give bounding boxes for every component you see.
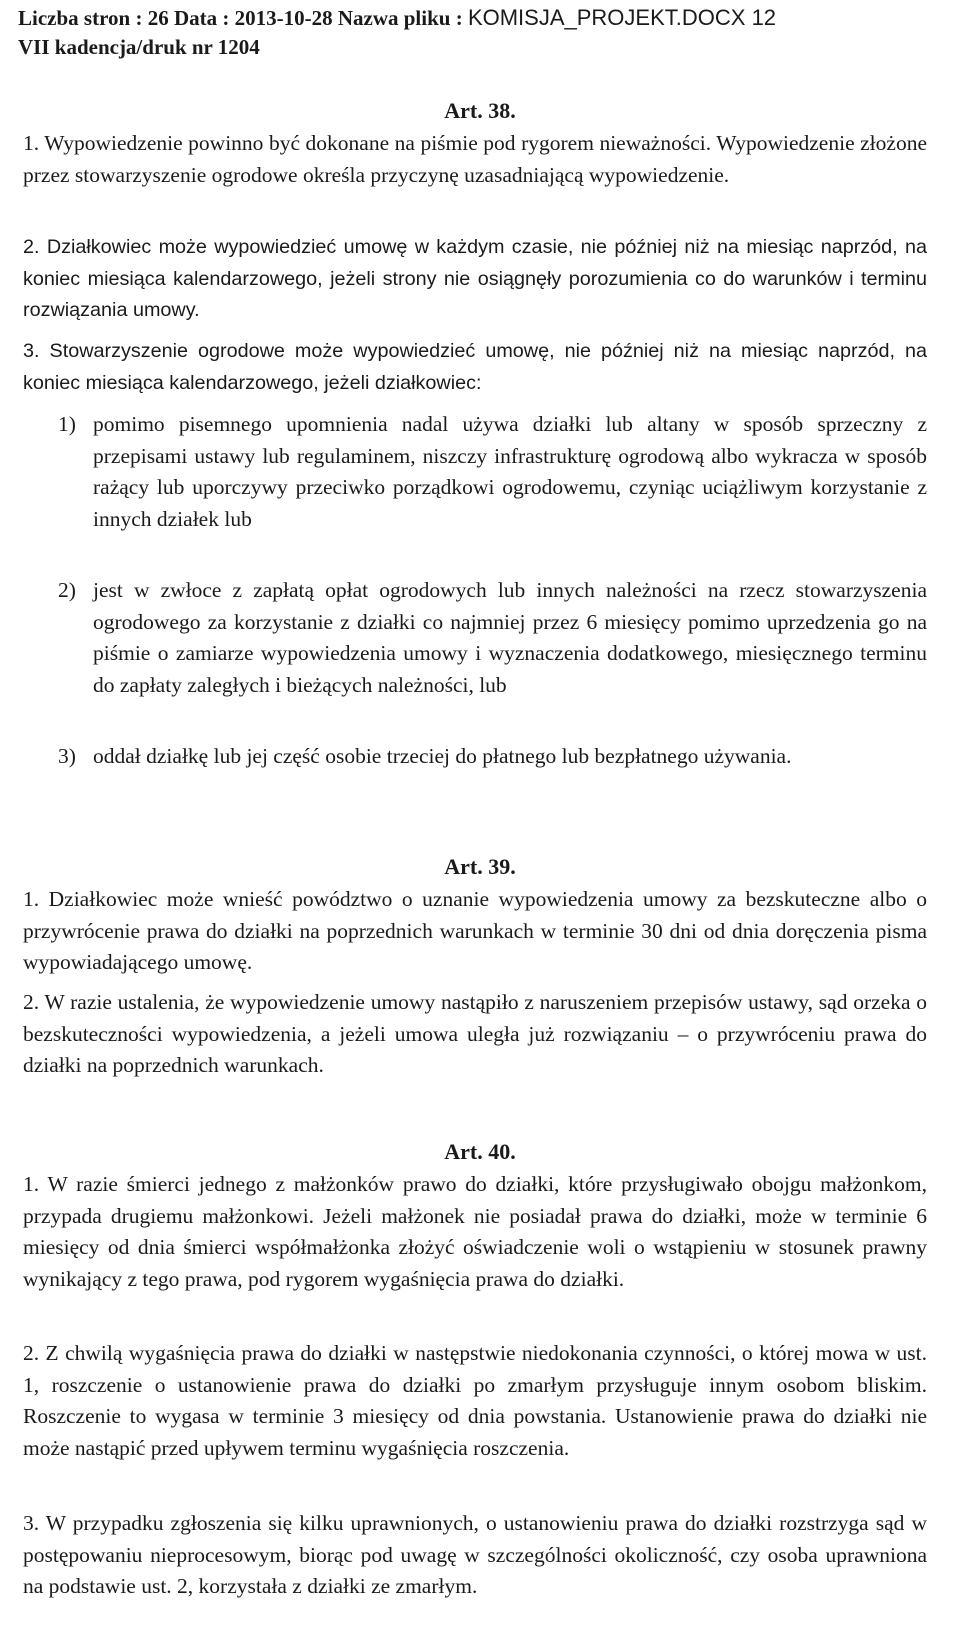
list-item-number: 3) bbox=[58, 744, 76, 768]
header-prefix: Liczba stron : 26 Data : 2013-10-28 Nazwa pliku : bbox=[18, 6, 468, 30]
header-line-1 bbox=[18, 4, 948, 32]
art38-list-item-3 bbox=[58, 741, 927, 773]
art38-paragraph-2: 2. Działkowiec może wypowiedzieć umowę w każdym czasie, nie później niż na miesiąc naprzód, na koniec miesiąca kalendarzowego, jeżeli strony nie osiągnęły porozumienia co do warunków i terminu rozwiązania umowy. bbox=[23, 236, 927, 322]
list-item-text: jest w zwłoce z zapłatą opłat ogrodowych lub innych należności na rzecz stowarzyszenia ogrodowego za korzystanie z działki co najmniej przez 6 miesięcy pomimo uprzedzenia go na piśmie o zamiarze wypowiedzenia umowy i wyznaczenia dodatkowego, miesięcznego terminu do zapłaty zaległych i bieżących należności, lub bbox=[93, 578, 927, 698]
art39-paragraph-1: 1. Działkowiec może wnieść powództwo o uznanie wypowiedzenia umowy za bezskuteczne albo o przywrócenie prawa do działki na poprzednich warunkach w terminie 30 dni od dnia doręczenia pisma wypowiadającego umowę. bbox=[23, 887, 927, 975]
art38-paragraph-3: 3. Stowarzyszenie ogrodowe może wypowiedzieć umowę, nie później niż na miesiąc naprzód, na koniec miesiąca kalendarzowego, jeżeli działkowiec: bbox=[23, 340, 927, 394]
list-item-text: pomimo pisemnego upomnienia nadal używa działki lub altany w sposób sprzeczny z przepisami ustawy lub regulaminem, niszczy infrastrukturę ogrodową albo wykracza w sposób rażący lub uporczywy przeciwko porządkowi ogrodowemu, czyniąc uciążliwym korzystanie z innych działek lub bbox=[93, 412, 927, 532]
art38-paragraph-1: 1. Wypowiedzenie powinno być dokonane na piśmie pod rygorem nieważności. Wypowiedzenie złożone przez stowarzyszenie ogrodowe określa przyczynę uzasadniającą wypowiedzenie. bbox=[23, 131, 927, 187]
header-line-2: VII kadencja/druk nr 1204 bbox=[18, 35, 260, 59]
article-40-heading: Art. 40. bbox=[444, 1139, 516, 1164]
list-item-number: 1) bbox=[58, 412, 76, 436]
art39-paragraph-2: 2. W razie ustalenia, że wypowiedzenie umowy nastąpiło z naruszeniem przepisów ustawy, sąd orzeka o bezskuteczności wypowiedzenia, a jeżeli umowa uległa już rozwiązaniu – o przywróceniu prawa do działki na poprzednich warunkach. bbox=[23, 990, 927, 1078]
header-suffix: 12 bbox=[745, 5, 777, 30]
article-39-heading: Art. 39. bbox=[444, 854, 516, 879]
list-item-text: oddał działkę lub jej część osobie trzeciej do płatnego lub bezpłatnego używania. bbox=[93, 744, 792, 768]
list-item-number: 2) bbox=[58, 578, 76, 602]
article-38-heading: Art. 38. bbox=[444, 98, 516, 123]
art38-list-item-1 bbox=[58, 409, 927, 536]
art40-paragraph-2: 2. Z chwilą wygaśnięcia prawa do działki w następstwie niedokonania czynności, o której mowa w ust. 1, roszczenie o ustanowienie prawa do działki po zmarłym przysługuje innym osobom bliskim. Roszczenie to wygasa w terminie 3 miesięcy od dnia powstania. Ustanowienie prawa do działki nie może nastąpić przed upływem terminu wygaśnięcia roszczenia. bbox=[23, 1341, 927, 1461]
header-filename: KOMISJA_PROJEKT.DOCX bbox=[467, 5, 746, 30]
print-header bbox=[18, 4, 948, 61]
art40-paragraph-3: 3. W przypadku zgłoszenia się kilku uprawnionych, o ustanowieniu prawa do działki rozstrzyga sąd w postępowaniu nieprocesowym, biorąc pod uwagę w szczególności okoliczność, czy osoba uprawniona na podstawie ust. 2, korzystała z działki ze zmarłym. bbox=[23, 1511, 927, 1599]
art38-list-item-2 bbox=[58, 575, 927, 702]
art40-paragraph-1: 1. W razie śmierci jednego z małżonków prawo do działki, które przysługiwało obojgu małżonkom, przypada drugiemu małżonkowi. Jeżeli małżonek nie posiadał prawa do działki, może w terminie 6 miesięcy od dnia śmierci współmałżonka złożyć oświadczenie woli o wstąpieniu w stosunek prawny wynikający z tego prawa, pod rygorem wygaśnięcia prawa do działki. bbox=[23, 1172, 927, 1292]
